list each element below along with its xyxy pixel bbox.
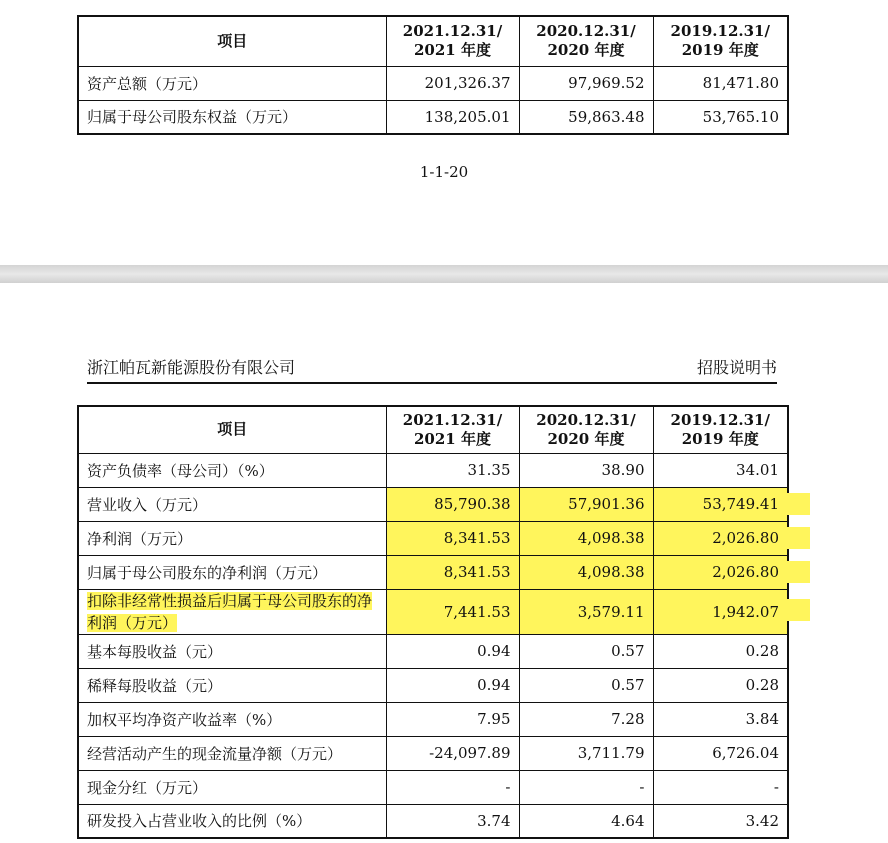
row-label — [78, 634, 386, 668]
cell-value: 81,471.80 — [653, 66, 788, 100]
cell-value: 38.90 — [519, 453, 653, 487]
row-label — [78, 589, 386, 634]
table-row — [78, 555, 788, 589]
row-label-text: 归属于母公司股东权益（万元） — [87, 108, 298, 127]
cell-value: 2,026.80 — [653, 555, 788, 589]
cell-value: 8,341.53 — [386, 555, 519, 589]
column-header-item: 项目 — [78, 16, 386, 66]
row-label — [78, 770, 386, 804]
highlight-overflow — [787, 527, 810, 549]
table-row — [78, 487, 788, 521]
cell-value: -24,097.89 — [386, 736, 519, 770]
table-row — [78, 521, 788, 555]
row-label — [78, 736, 386, 770]
cell-value: 3.42 — [653, 804, 788, 838]
cell-value: 34.01 — [653, 453, 788, 487]
highlight-overflow — [787, 599, 810, 621]
table-row — [78, 453, 788, 487]
table-row — [78, 804, 788, 838]
row-label — [78, 453, 386, 487]
cell-value: 2,026.80 — [653, 521, 788, 555]
cell-value: 0.57 — [519, 668, 653, 702]
table-row — [78, 770, 788, 804]
page-number: 1-1-20 — [419, 163, 469, 181]
row-label-text: 扣除非经常性损益后归属于母公司股东的净利润（万元） — [87, 591, 373, 632]
cell-value: 0.94 — [386, 634, 519, 668]
document-type: 招股说明书 — [696, 358, 777, 377]
cell-value: 3.74 — [386, 804, 519, 838]
cell-value: 53,749.41 — [653, 487, 788, 521]
cell-value: 3,711.79 — [519, 736, 653, 770]
cell-value: - — [653, 770, 788, 804]
cell-value: - — [386, 770, 519, 804]
row-label — [78, 668, 386, 702]
table-row — [78, 702, 788, 736]
table-row — [78, 736, 788, 770]
row-label-text: 经营活动产生的现金流量净额（万元） — [87, 744, 343, 763]
cell-value: 0.28 — [653, 668, 788, 702]
row-label — [78, 804, 386, 838]
summary-table-page1 — [77, 15, 789, 135]
highlight-overflow — [787, 493, 810, 515]
cell-value: 0.28 — [653, 634, 788, 668]
row-label-text: 资产总额（万元） — [87, 74, 208, 93]
table-row — [78, 100, 788, 134]
cell-value: 53,765.10 — [653, 100, 788, 134]
cell-value: 0.57 — [519, 634, 653, 668]
cell-value: 7,441.53 — [386, 589, 519, 634]
cell-value: 138,205.01 — [386, 100, 519, 134]
column-header-year: 2020.12.31/ 2020 年度 — [519, 406, 653, 453]
row-label — [78, 521, 386, 555]
cell-value: 201,326.37 — [386, 66, 519, 100]
cell-value: 3.84 — [653, 702, 788, 736]
row-label-text: 净利润（万元） — [87, 529, 193, 548]
cell-value: 57,901.36 — [519, 487, 653, 521]
column-header-year: 2021.12.31/ 2021 年度 — [386, 16, 519, 66]
table-row — [78, 668, 788, 702]
cell-value: 59,863.48 — [519, 100, 653, 134]
row-label-text: 研发投入占营业收入的比例（%） — [87, 812, 312, 831]
cell-value: 4.64 — [519, 804, 653, 838]
cell-value: 97,969.52 — [519, 66, 653, 100]
cell-value: 0.94 — [386, 668, 519, 702]
column-header-item: 项目 — [78, 406, 386, 453]
cell-value: 85,790.38 — [386, 487, 519, 521]
row-label-text: 营业收入（万元） — [87, 495, 208, 514]
page-header — [87, 355, 777, 384]
row-label — [78, 487, 386, 521]
cell-value: 3,579.11 — [519, 589, 653, 634]
column-header-year: 2020.12.31/ 2020 年度 — [519, 16, 653, 66]
cell-value: - — [519, 770, 653, 804]
table-row — [78, 66, 788, 100]
cell-value: 6,726.04 — [653, 736, 788, 770]
row-label — [78, 100, 386, 134]
row-label — [78, 66, 386, 100]
table-row — [78, 589, 788, 634]
row-label-text: 资产负债率（母公司）（%） — [87, 461, 274, 480]
cell-value: 31.35 — [386, 453, 519, 487]
cell-value: 7.95 — [386, 702, 519, 736]
row-label-text: 现金分红（万元） — [87, 778, 208, 797]
column-header-year: 2021.12.31/ 2021 年度 — [386, 406, 519, 453]
column-header-year: 2019.12.31/ 2019 年度 — [653, 16, 788, 66]
cell-value: 7.28 — [519, 702, 653, 736]
cell-value: 1,942.07 — [653, 589, 788, 634]
row-label-text: 基本每股收益（元） — [87, 642, 223, 661]
row-label — [78, 555, 386, 589]
row-label-text: 加权平均净资产收益率（%） — [87, 710, 282, 729]
cell-value: 4,098.38 — [519, 555, 653, 589]
financial-indicators-table — [77, 405, 789, 839]
row-label-text: 归属于母公司股东的净利润（万元） — [87, 563, 328, 582]
cell-value: 8,341.53 — [386, 521, 519, 555]
column-header-year: 2019.12.31/ 2019 年度 — [653, 406, 788, 453]
row-label-text: 稀释每股收益（元） — [87, 676, 223, 695]
row-label — [78, 702, 386, 736]
highlight-overflow — [787, 561, 810, 583]
cell-value: 4,098.38 — [519, 521, 653, 555]
company-name: 浙江帕瓦新能源股份有限公司 — [87, 358, 296, 377]
page-separator — [0, 265, 888, 283]
table-row — [78, 634, 788, 668]
